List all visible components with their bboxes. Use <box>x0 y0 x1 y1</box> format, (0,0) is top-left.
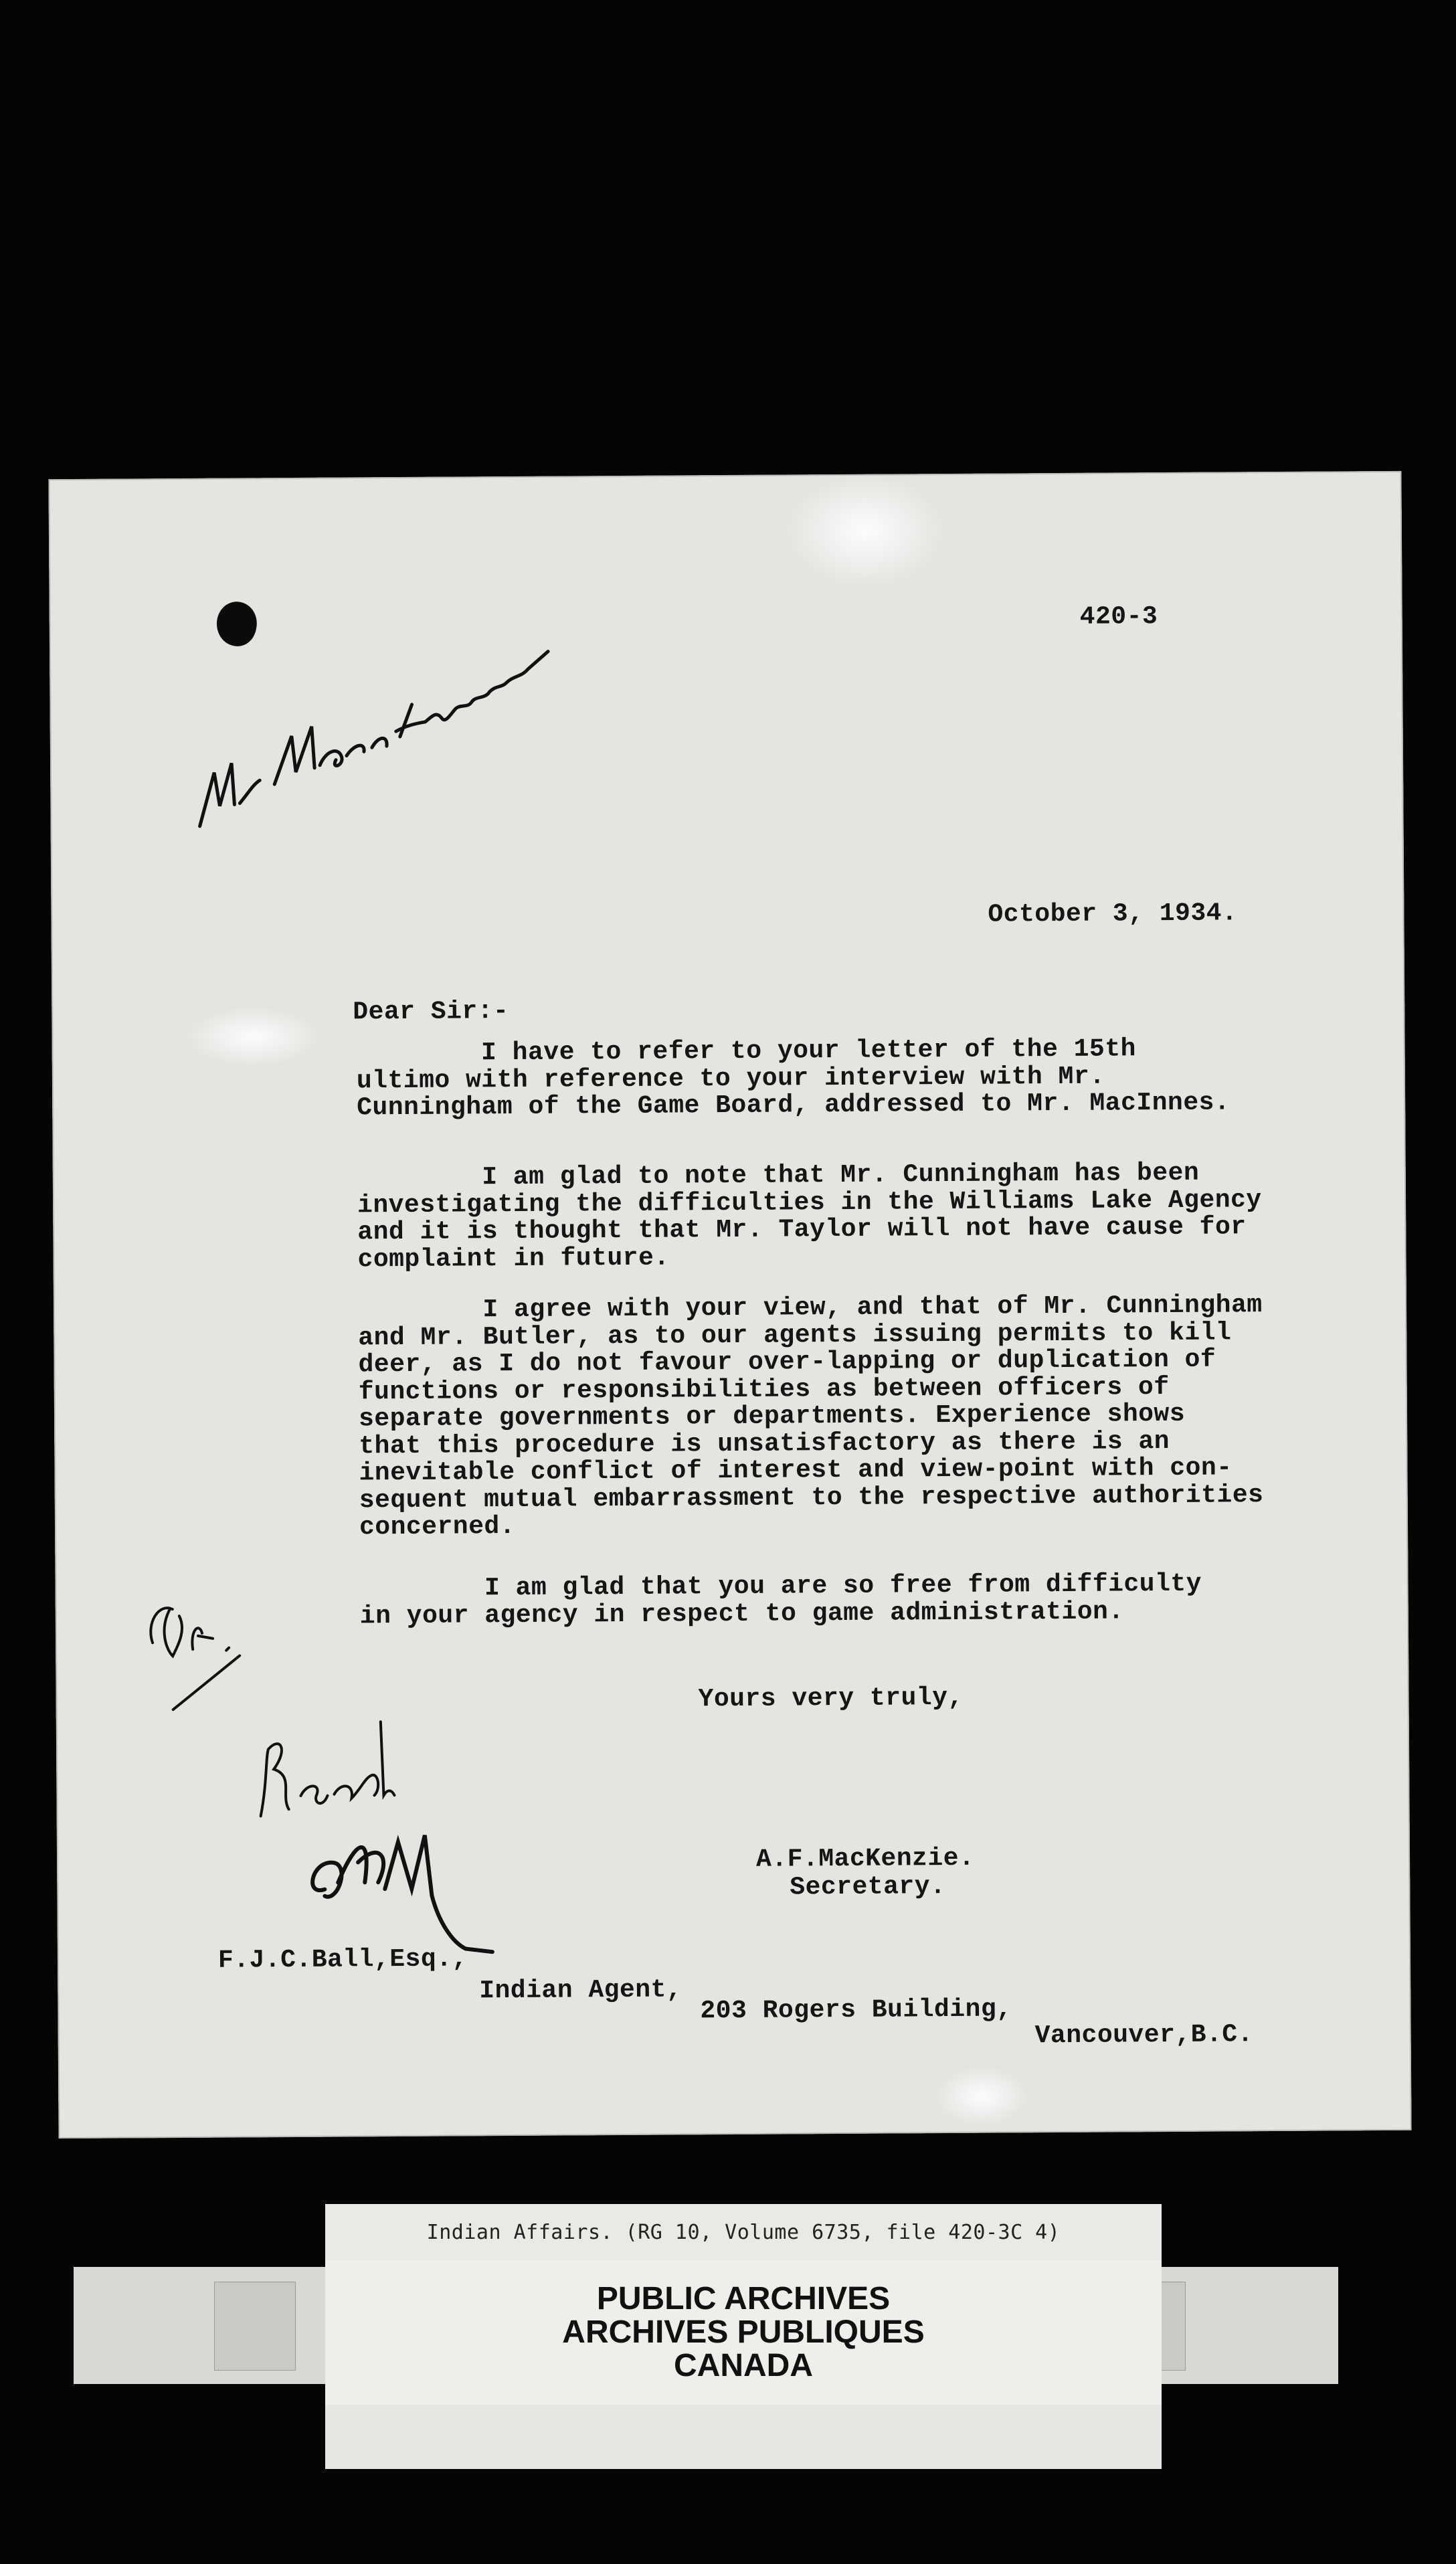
salutation: Dear Sir:- <box>353 997 509 1027</box>
letter-date: October 3, 1934. <box>988 899 1238 929</box>
address-recipient: F.J.C.Ball,Esq., <box>217 1944 468 1975</box>
paper-stain <box>784 474 945 588</box>
address-building: 203 Rogers Building, <box>700 1995 1012 2026</box>
archive-citation-strip <box>325 2204 1162 2260</box>
body-paragraph: I am glad to note that Mr. Cunningham has been investigating the difficulties in the Williams Lake Agency and it is thought that Mr. Taylor will not have cause for complaint in future. <box>357 1158 1262 1274</box>
paper-stain <box>185 1006 320 1067</box>
archive-label-line: CANADA <box>674 2348 813 2383</box>
signatory-title: Secretary. <box>790 1872 946 1902</box>
archive-holder-tab <box>214 2282 296 2371</box>
handwritten-initials <box>297 1788 499 1966</box>
handwritten-note-mr-macinnes <box>187 603 603 850</box>
archive-label-line: PUBLIC ARCHIVES <box>596 2281 891 2316</box>
file-number: 420-3 <box>1079 602 1158 632</box>
paper-stain <box>935 2066 1029 2126</box>
letter-page <box>48 471 1411 2138</box>
body-paragraph: I agree with your view, and that of Mr. Cunningham and Mr. Butler, as to our agents issuing permits to kill deer, as I do not favour over-lapping or duplication of functions or responsibilities as between officers of separate governments or departments. Experience shows that this procedure is unsatisfactory as there is an inevitable conflict of interest and view-point with con- sequent mutual embarrassment to the respective authorities concerned. <box>357 1291 1264 1542</box>
address-city: Vancouver,B.C. <box>1034 2020 1254 2051</box>
complimentary-closing: Yours very truly, <box>698 1683 964 1714</box>
signatory-name: A.F.MacKenzie. <box>755 1843 975 1874</box>
archive-label-base <box>325 2405 1162 2469</box>
archive-label-line: ARCHIVES PUBLIQUES <box>562 2314 925 2350</box>
body-paragraph: I have to refer to your letter of the 15th ultimo with reference to your interview with Mr. Cunningham of the Game Board, addressed to Mr. MacInnes. <box>356 1034 1231 1123</box>
body-paragraph: I am glad that you are so free from difficulty in your agency in respect to game administration. <box>359 1569 1202 1631</box>
archive-label <box>325 2260 1162 2405</box>
archive-citation: Indian Affairs. (RG 10, Volume 6735, file 420-3C 4) <box>426 2220 1061 2244</box>
address-position: Indian Agent, <box>479 1975 682 2006</box>
